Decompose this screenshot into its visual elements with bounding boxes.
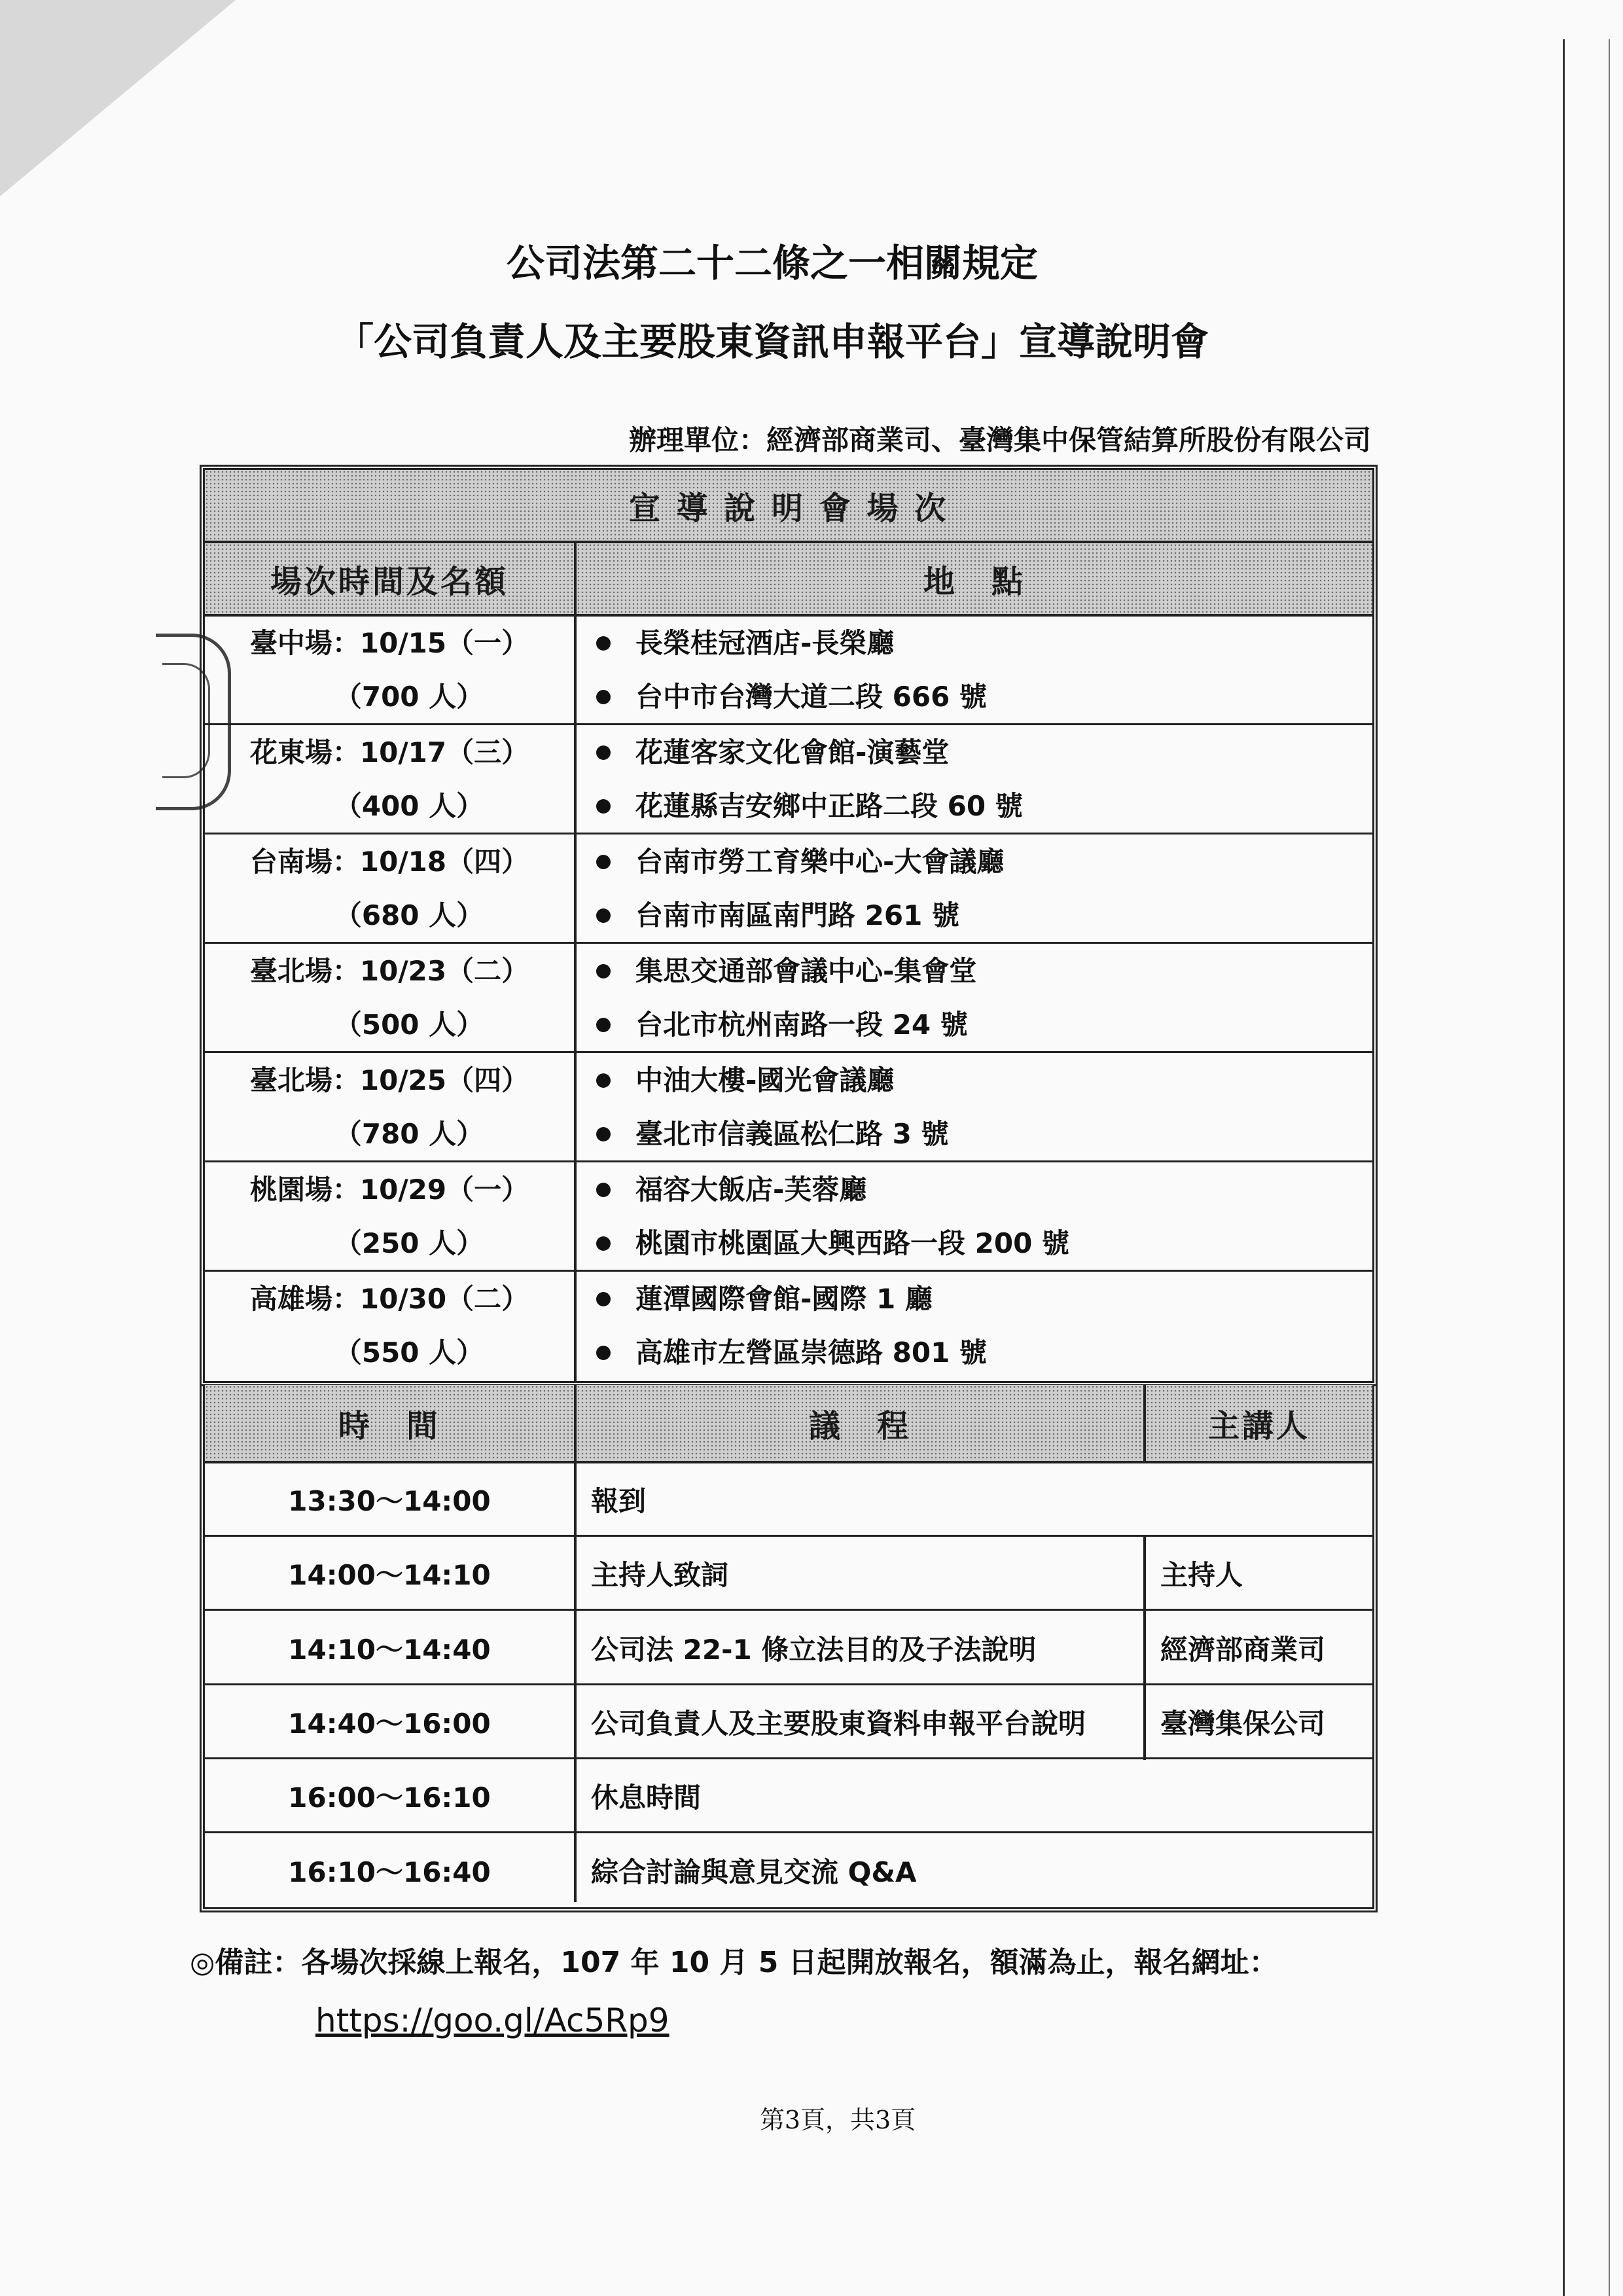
session-time-cell xyxy=(205,835,574,942)
venue-address: 臺北市信義區松仁路 3 號 xyxy=(635,1117,949,1150)
session-time-cell xyxy=(205,1054,574,1160)
venue-address: 台中市台灣大道二段 666 號 xyxy=(635,680,987,713)
agenda-speaker: 主持人 xyxy=(1160,1558,1243,1591)
session-quota: （550 人） xyxy=(334,1336,484,1369)
bullet-icon xyxy=(596,964,611,978)
agenda-time: 14:10～14:40 xyxy=(288,1633,491,1666)
session-place-cell xyxy=(577,617,1372,723)
session-name: 高雄場：10/30（二） xyxy=(249,1282,529,1315)
session-time-cell xyxy=(205,1163,574,1270)
session-place-cell xyxy=(577,726,1372,833)
organizer-line: 辦理單位：經濟部商業司、臺灣集中保管結算所股份有限公司 xyxy=(628,424,1371,456)
bullet-icon xyxy=(596,745,611,760)
session-quota: （680 人） xyxy=(334,899,484,931)
bullet-icon xyxy=(596,1127,611,1141)
session-name: 桃園場：10/29（一） xyxy=(249,1173,529,1206)
column-header-place: 地 點 xyxy=(577,543,1372,614)
venue-name: 蓮潭國際會館-國際 1 廳 xyxy=(635,1282,933,1315)
agenda-speaker: 經濟部商業司 xyxy=(1160,1633,1326,1666)
venue-address: 台南市南區南門路 261 號 xyxy=(635,899,959,931)
session-time-cell xyxy=(205,1272,574,1379)
session-time-cell xyxy=(205,944,574,1051)
scan-edge-line xyxy=(1563,39,1565,2296)
page-fold xyxy=(0,0,236,196)
session-place-cell xyxy=(577,1163,1372,1270)
session-place-cell xyxy=(577,944,1372,1051)
document-title: 公司法第二十二條之一相關規定 xyxy=(506,241,1038,285)
venue-name: 花蓮客家文化會館-演藝堂 xyxy=(635,736,950,768)
agenda-item: 休息時間 xyxy=(591,1781,702,1814)
agenda-time: 14:00～14:10 xyxy=(288,1558,491,1591)
bullet-icon xyxy=(596,1183,611,1197)
remark-note: ◎備註：各場次採線上報名，107 年 10 月 5 日起開放報名，額滿為止，報名網址： xyxy=(190,1946,1278,1979)
column-header-agenda: 議 程 xyxy=(577,1385,1143,1461)
venue-name: 台南市勞工育樂中心-大會議廳 xyxy=(635,845,1005,878)
agenda-time: 16:00～16:10 xyxy=(288,1781,491,1814)
session-place-cell xyxy=(577,835,1372,942)
session-name: 臺北場：10/25（四） xyxy=(249,1064,529,1096)
column-header-speaker: 主講人 xyxy=(1146,1385,1372,1461)
bullet-icon xyxy=(596,1292,611,1306)
table-divider xyxy=(205,1757,1372,1759)
bullet-icon xyxy=(596,1236,611,1251)
venue-address: 台北市杭州南路一段 24 號 xyxy=(635,1008,968,1041)
agenda-item: 公司法 22-1 條立法目的及子法說明 xyxy=(591,1633,1037,1666)
session-name: 臺北場：10/23（二） xyxy=(249,954,529,987)
session-quota: （500 人） xyxy=(334,1008,484,1041)
column-header-session-time: 場次時間及名額 xyxy=(205,543,574,614)
venue-name: 福容大飯店-芙蓉廳 xyxy=(635,1173,867,1206)
agenda-time: 16:10～16:40 xyxy=(288,1856,491,1888)
session-time-cell xyxy=(205,726,574,833)
page-number: 第3頁，共3頁 xyxy=(759,2106,916,2134)
session-quota: （400 人） xyxy=(334,789,484,822)
document-subtitle: 「公司負責人及主要股東資訊申報平台」宣導說明會 xyxy=(335,319,1209,364)
table-divider xyxy=(205,1683,1372,1685)
session-table xyxy=(200,465,1378,1386)
bullet-icon xyxy=(596,908,611,923)
venue-address: 高雄市左營區崇德路 801 號 xyxy=(635,1336,987,1369)
registration-link[interactable]: https://goo.gl/Ac5Rp9 xyxy=(315,2001,669,2039)
session-name: 花東場：10/17（三） xyxy=(249,736,529,768)
session-time-cell xyxy=(205,617,574,723)
venue-address: 花蓮縣吉安鄉中正路二段 60 號 xyxy=(635,789,1023,822)
table-divider xyxy=(205,1535,1372,1537)
agenda-table xyxy=(200,1385,1378,1912)
session-quota: （250 人） xyxy=(334,1227,484,1259)
agenda-item: 公司負責人及主要股東資料申報平台說明 xyxy=(591,1707,1086,1740)
venue-name: 長榮桂冠酒店-長榮廳 xyxy=(635,626,895,659)
bullet-icon xyxy=(596,1346,611,1360)
agenda-speaker: 臺灣集保公司 xyxy=(1160,1707,1326,1740)
table-column-divider xyxy=(1143,1385,1146,1461)
bullet-icon xyxy=(596,636,611,651)
table-divider xyxy=(205,1609,1372,1611)
agenda-time: 14:40～16:00 xyxy=(288,1707,491,1740)
bullet-icon xyxy=(596,855,611,869)
session-place-cell xyxy=(577,1272,1372,1379)
column-header-time: 時 間 xyxy=(205,1385,574,1461)
session-name: 臺中場：10/15（一） xyxy=(249,626,529,659)
session-table-title: 宣 導 說 明 會 場 次 xyxy=(205,470,1372,541)
agenda-item: 主持人致詞 xyxy=(591,1558,729,1591)
agenda-time: 13:30～14:00 xyxy=(288,1484,491,1517)
table-divider xyxy=(205,1831,1372,1833)
session-place-cell xyxy=(577,1054,1372,1160)
bullet-icon xyxy=(596,1018,611,1032)
agenda-item: 報到 xyxy=(591,1484,647,1517)
agenda-item: 綜合討論與意見交流 Q&A xyxy=(591,1856,917,1888)
scan-edge-line xyxy=(1609,39,1610,2296)
bullet-icon xyxy=(596,1073,611,1088)
bullet-icon xyxy=(596,799,611,814)
venue-address: 桃園市桃園區大興西路一段 200 號 xyxy=(635,1227,1069,1259)
bullet-icon xyxy=(596,690,611,704)
venue-name: 集思交通部會議中心-集會堂 xyxy=(635,954,977,987)
session-name: 台南場：10/18（四） xyxy=(249,845,529,878)
session-quota: （700 人） xyxy=(334,680,484,713)
venue-name: 中油大樓-國光會議廳 xyxy=(635,1064,895,1096)
session-quota: （780 人） xyxy=(334,1117,484,1150)
